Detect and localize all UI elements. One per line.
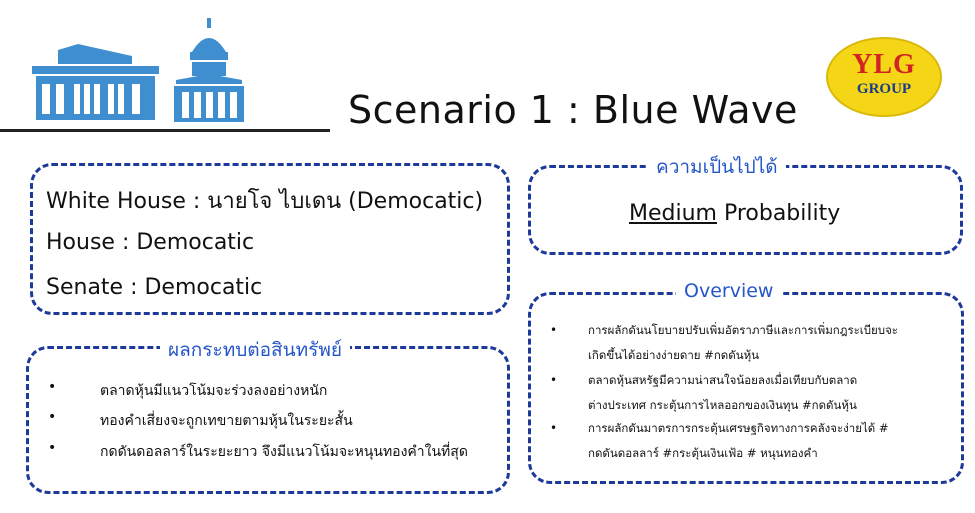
row-key: Senate: [46, 275, 124, 300]
impact-heading: ผลกระทบต่อสินทรัพย์: [160, 335, 350, 365]
composition-row-house: [46, 230, 254, 255]
row-value: : Democatic: [114, 230, 255, 255]
probability-heading: ความเป็นไปได้: [648, 152, 786, 182]
probability-level: Medium: [629, 201, 717, 226]
bullet: •: [550, 421, 558, 435]
overview-item-line: กดดันดอลลาร์ #กระตุ้นเงินเฟ้อ # หนุนทองคำ: [588, 446, 818, 460]
row-key: White House: [46, 189, 186, 214]
row-key: House: [46, 230, 115, 255]
company-logo: [826, 37, 942, 117]
impact-item-text: ตลาดหุ้นมีแนวโน้มจะร่วงลงอย่างหนัก: [100, 383, 328, 399]
overview-item-line: การผลักดันมาตรการกระตุ้นเศรษฐกิจทางการคลังจะง่ายได้ #: [588, 421, 889, 435]
row-value: : นายโจ ไบเดน (Democatic): [185, 189, 484, 214]
overview-item-line: ตลาดหุ้นสหรัฐมีความน่าสนใจน้อยลงเมื่อเทียบกับตลาด: [588, 373, 858, 387]
page-title: Scenario 1 : Blue Wave: [348, 88, 798, 132]
capitol-icon: [170, 18, 248, 124]
composition-row-white-house: [46, 183, 483, 218]
probability-suffix: Probability: [716, 201, 841, 226]
logo-text: YLG: [852, 49, 916, 80]
overview-item-line: เกิดขึ้นได้อย่างง่ายดาย #กดดันหุ้น: [588, 348, 760, 362]
overview-item-line: การผลักดันนโยบายปรับเพิ่มอัตราภาษีและการเพิ่มกฎระเบียบจะ: [588, 323, 898, 337]
bullet: •: [550, 373, 558, 387]
probability-text: [629, 201, 840, 226]
overview-item-line: ต่างประเทศ กระตุ้นการไหลออกของเงินทุน #กดดันหุ้น: [588, 398, 857, 412]
header-rule: [0, 129, 330, 132]
logo-subtext: GROUP: [856, 81, 912, 97]
bullet: •: [550, 323, 558, 337]
overview-item: [550, 416, 958, 466]
bullet: •: [48, 379, 57, 395]
impact-item: [48, 379, 328, 402]
overview-item: [550, 368, 958, 418]
row-value: : Democatic: [123, 275, 263, 300]
overview-item: [550, 318, 958, 368]
overview-heading: Overview: [676, 280, 781, 302]
bullet: •: [48, 440, 57, 456]
impact-item-text: กดดันดอลลาร์ในระยะยาว จึงมีแนวโน้มจะหนุนทองคำในที่สุด: [100, 444, 468, 460]
bullet: •: [48, 409, 57, 425]
impact-item: [48, 440, 468, 463]
impact-item-text: ทองคำเสี่ยงจะถูกเทขายตามหุ้นในระยะสั้น: [100, 413, 353, 429]
impact-item: [48, 409, 353, 432]
white-house-icon: [28, 44, 163, 124]
composition-row-senate: [46, 275, 262, 300]
